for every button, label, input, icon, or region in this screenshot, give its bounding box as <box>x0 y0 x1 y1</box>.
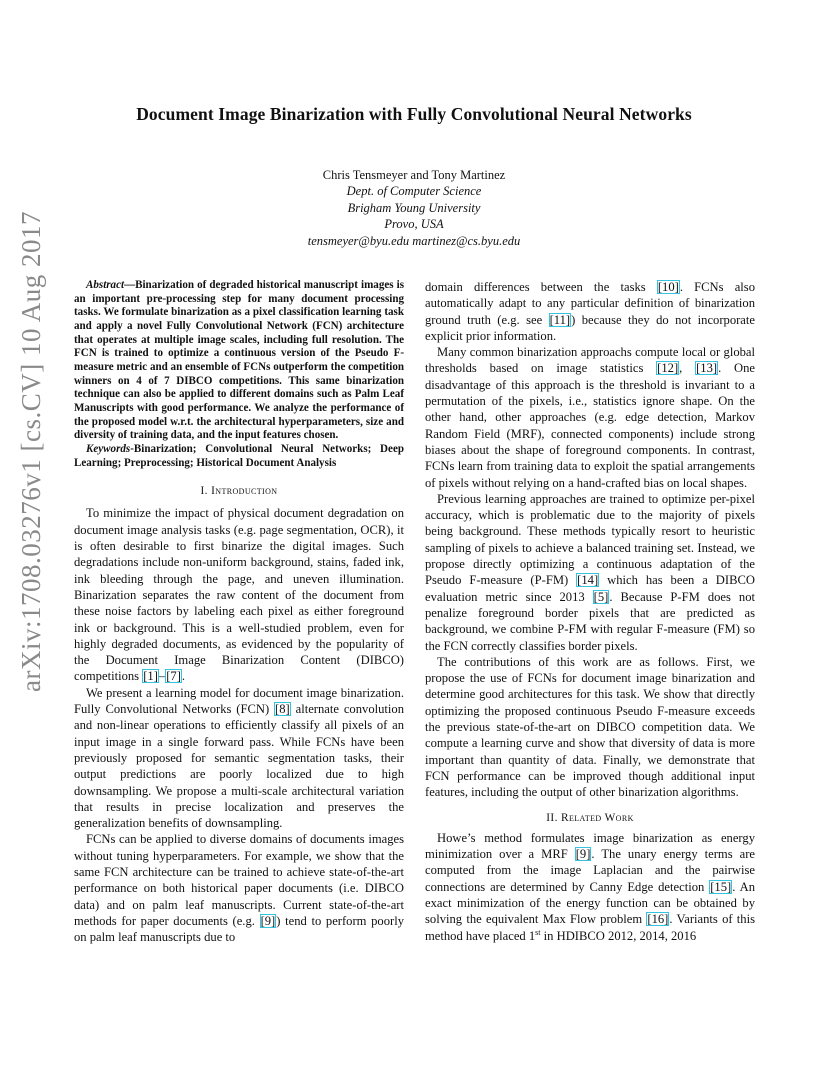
text-run: . <box>181 669 186 684</box>
section-heading-introduction: I. Introduction <box>200 485 278 498</box>
section-heading-related-work: II. Related Work <box>546 811 634 824</box>
citation-link[interactable]: [7] <box>166 669 181 684</box>
text-run: FCNs can be applied to diverse domains of documents images without tuning hyperparameters. For example, we show that the same FCN architecture can be trained to achieve state-of-the-art performance on both historical paper documents (i.e. DIBCO data) and on palm leaf manuscripts. Current state-of-the-art methods for paper documents (e.g. <box>74 832 404 928</box>
author-university: Brigham Young University <box>347 200 481 215</box>
text-run: We present a learning model for document image binarization. Fully Convolutional Networks (FCN) <box>74 685 404 717</box>
intro-paragraph-4 <box>425 279 755 344</box>
text-run: . The unary energy terms are computed from the image Laplacian and the pairwise connections are determined by Canny Edge detection <box>425 847 755 894</box>
citation-link[interactable]: [1] <box>143 669 158 684</box>
text-run: ) because they do not incorporate explicit prior information. <box>425 312 755 343</box>
abstract <box>74 279 404 443</box>
intro-paragraph-2 <box>74 685 404 832</box>
arxiv-sidebar-stamp: arXiv:1708.03276v1 [cs.CV] 10 Aug 2017 <box>16 211 46 692</box>
intro-paragraph-3 <box>74 831 404 945</box>
intro-paragraph-7: The contributions of this work are as follows. First, we propose the use of FCNs for document image binarization and determine good architectures for this task. We show that directly optimizing the proposed continuous Pseudo F-measure exceeds the previous state-of-the-art on DIBCO competition data. We compute a learning curve and show that diversity of data is more important than quantity of data. Finally, we demonstrate that FCN performance can be improved though additional input features, including the output of other binarization algorithms. <box>425 654 755 800</box>
related-paragraph-1 <box>425 830 755 944</box>
text-run: alternate convolution and non-linear operations to efficiently classify all pixels of an input image in a single forward pass. While FCNs have been previously proposed for semantic segmentation tasks, their output predictions are poorly localized due to high downsampling. We propose a multi-scale architectural variation that results in precise localization and preserves the generalization benefits of downsampling. <box>74 702 405 831</box>
intro-paragraph-6 <box>425 491 755 654</box>
paper-title: Document Image Binarization with Fully Convolutional Neural Networks <box>136 104 692 124</box>
text-run: in HDIBCO 2012, 2014, 2016 <box>540 928 697 943</box>
citation-link[interactable]: [13] <box>696 361 718 376</box>
citation-link[interactable]: [5] <box>593 589 609 604</box>
text-run: , <box>679 361 696 376</box>
keywords <box>74 443 404 470</box>
author-department: Dept. of Computer Science <box>346 184 482 199</box>
citation-link[interactable]: [14] <box>577 573 599 588</box>
intro-paragraph-1 <box>74 505 404 684</box>
author-emails: tensmeyer@byu.edu martinez@cs.byu.edu <box>307 233 521 248</box>
text-run: To minimize the impact of physical document degradation on document image analysis tasks (e.g. page segmentation, OCR), it is often desirable to first binarize the digital images. Such degradations include non-uniform background, stains, faded ink, ink bleeding through the page, and uneven illumination. Binarization separates the raw content of the document from these noise factors by labeling each pixel as either foreground ink or background. This is a well-studied problem, even for highly degraded documents, as evidenced by the popularity of the Document Image Binarization Content (DIBCO) competitions <box>74 506 404 684</box>
text-run: . One disadvantage of this approach is the threshold is invariant to a permutation of the pixels, i.e., statistics ignore shape. On the other hand, other approaches (e.g. edge detection, Markov Random Field (MRF), connected components) include strong biases about the shape of foreground components. In contrast, FCNs learn from training data to exploit the spatial arrangements of pixels without relying on a hand-crafted bias on local shapes. <box>425 361 756 490</box>
text-run: . FCNs also automatically adapt to any particular definition of binarization ground truth (e.g. see <box>425 280 755 327</box>
text-run: which has been a DIBCO evaluation metric since 2013 <box>425 573 755 604</box>
abstract-label: Abstract <box>86 279 125 291</box>
left-column <box>74 279 404 946</box>
citation-link[interactable]: [12] <box>657 361 679 376</box>
text-run: ) tend to perform poorly on palm leaf manuscripts due to <box>74 913 404 945</box>
text-run: . An exact minimization of the energy function can be obtained by solving the equivalent Max Flow problem <box>425 879 755 927</box>
citation-link[interactable]: [9] <box>575 847 591 862</box>
citation-link[interactable]: [9] <box>260 913 276 928</box>
text-run: Howe’s method formulates image binarization as energy minimization over a MRF <box>425 830 755 862</box>
abstract-text: —Binarization of degraded historical manuscript images is an important pre-processing step for many document processing tasks. We formulate binarization as a pixel classification learning task and apply a novel Fully Convolutional Network (FCN) architecture that operates at multiple image scales, including full resolution. The FCN is trained to optimize a continuous version of the Pseudo F-measure metric and an ensemble of FCNs outperform the competition winners on 4 of 7 DIBCO competitions. This same binarization technique can also be applied to different domains such as Palm Leaf Manuscripts with good performance. We analyze the performance of the proposed model w.r.t. the architectural hyperparameters, size and diversity of training data, and the input features chosen. <box>74 279 404 442</box>
intro-paragraph-5 <box>425 344 755 491</box>
citation-link[interactable]: [8] <box>275 702 290 717</box>
citation-link[interactable]: [16] <box>647 912 669 927</box>
right-column <box>425 279 755 944</box>
citation-link[interactable]: [11] <box>549 312 571 327</box>
text-run: . Because P-FM does not penalize foreground border pixels that are predicted as background, we combine P-FM with regular F-measure (FM) so the FCN correctly classifies border pixels. <box>425 589 755 653</box>
text-run: . Variants of this method have placed 1 <box>425 912 756 943</box>
author-names: Chris Tensmeyer and Tony Martinez <box>322 168 506 182</box>
text-run: domain differences between the tasks <box>425 280 657 294</box>
text-run: Many common binarization approachs compute local or global thresholds based on image statistics <box>425 345 755 376</box>
author-block <box>0 167 828 249</box>
citation-link[interactable]: [15] <box>710 879 732 894</box>
keywords-text: -Binarization; Convolutional Neural Networks; Deep Learning; Preprocessing; Historical Document Analysis <box>74 442 404 469</box>
author-location: Provo, USA <box>384 217 444 232</box>
keywords-label: Keywords <box>86 442 131 455</box>
text-run: Previous learning approaches are trained to optimize per-pixel accuracy, which is problematic due to the majority of pixels being background. These methods typically resort to heuristic sampling of pixels to achieve a balanced training set. Instead, we propose directly optimizing a continuous adaptation of the Pseudo F-measure (P-FM) <box>425 491 755 588</box>
text-run: – <box>158 669 166 684</box>
superscript: st <box>535 927 541 937</box>
citation-link[interactable]: [10] <box>657 280 679 294</box>
